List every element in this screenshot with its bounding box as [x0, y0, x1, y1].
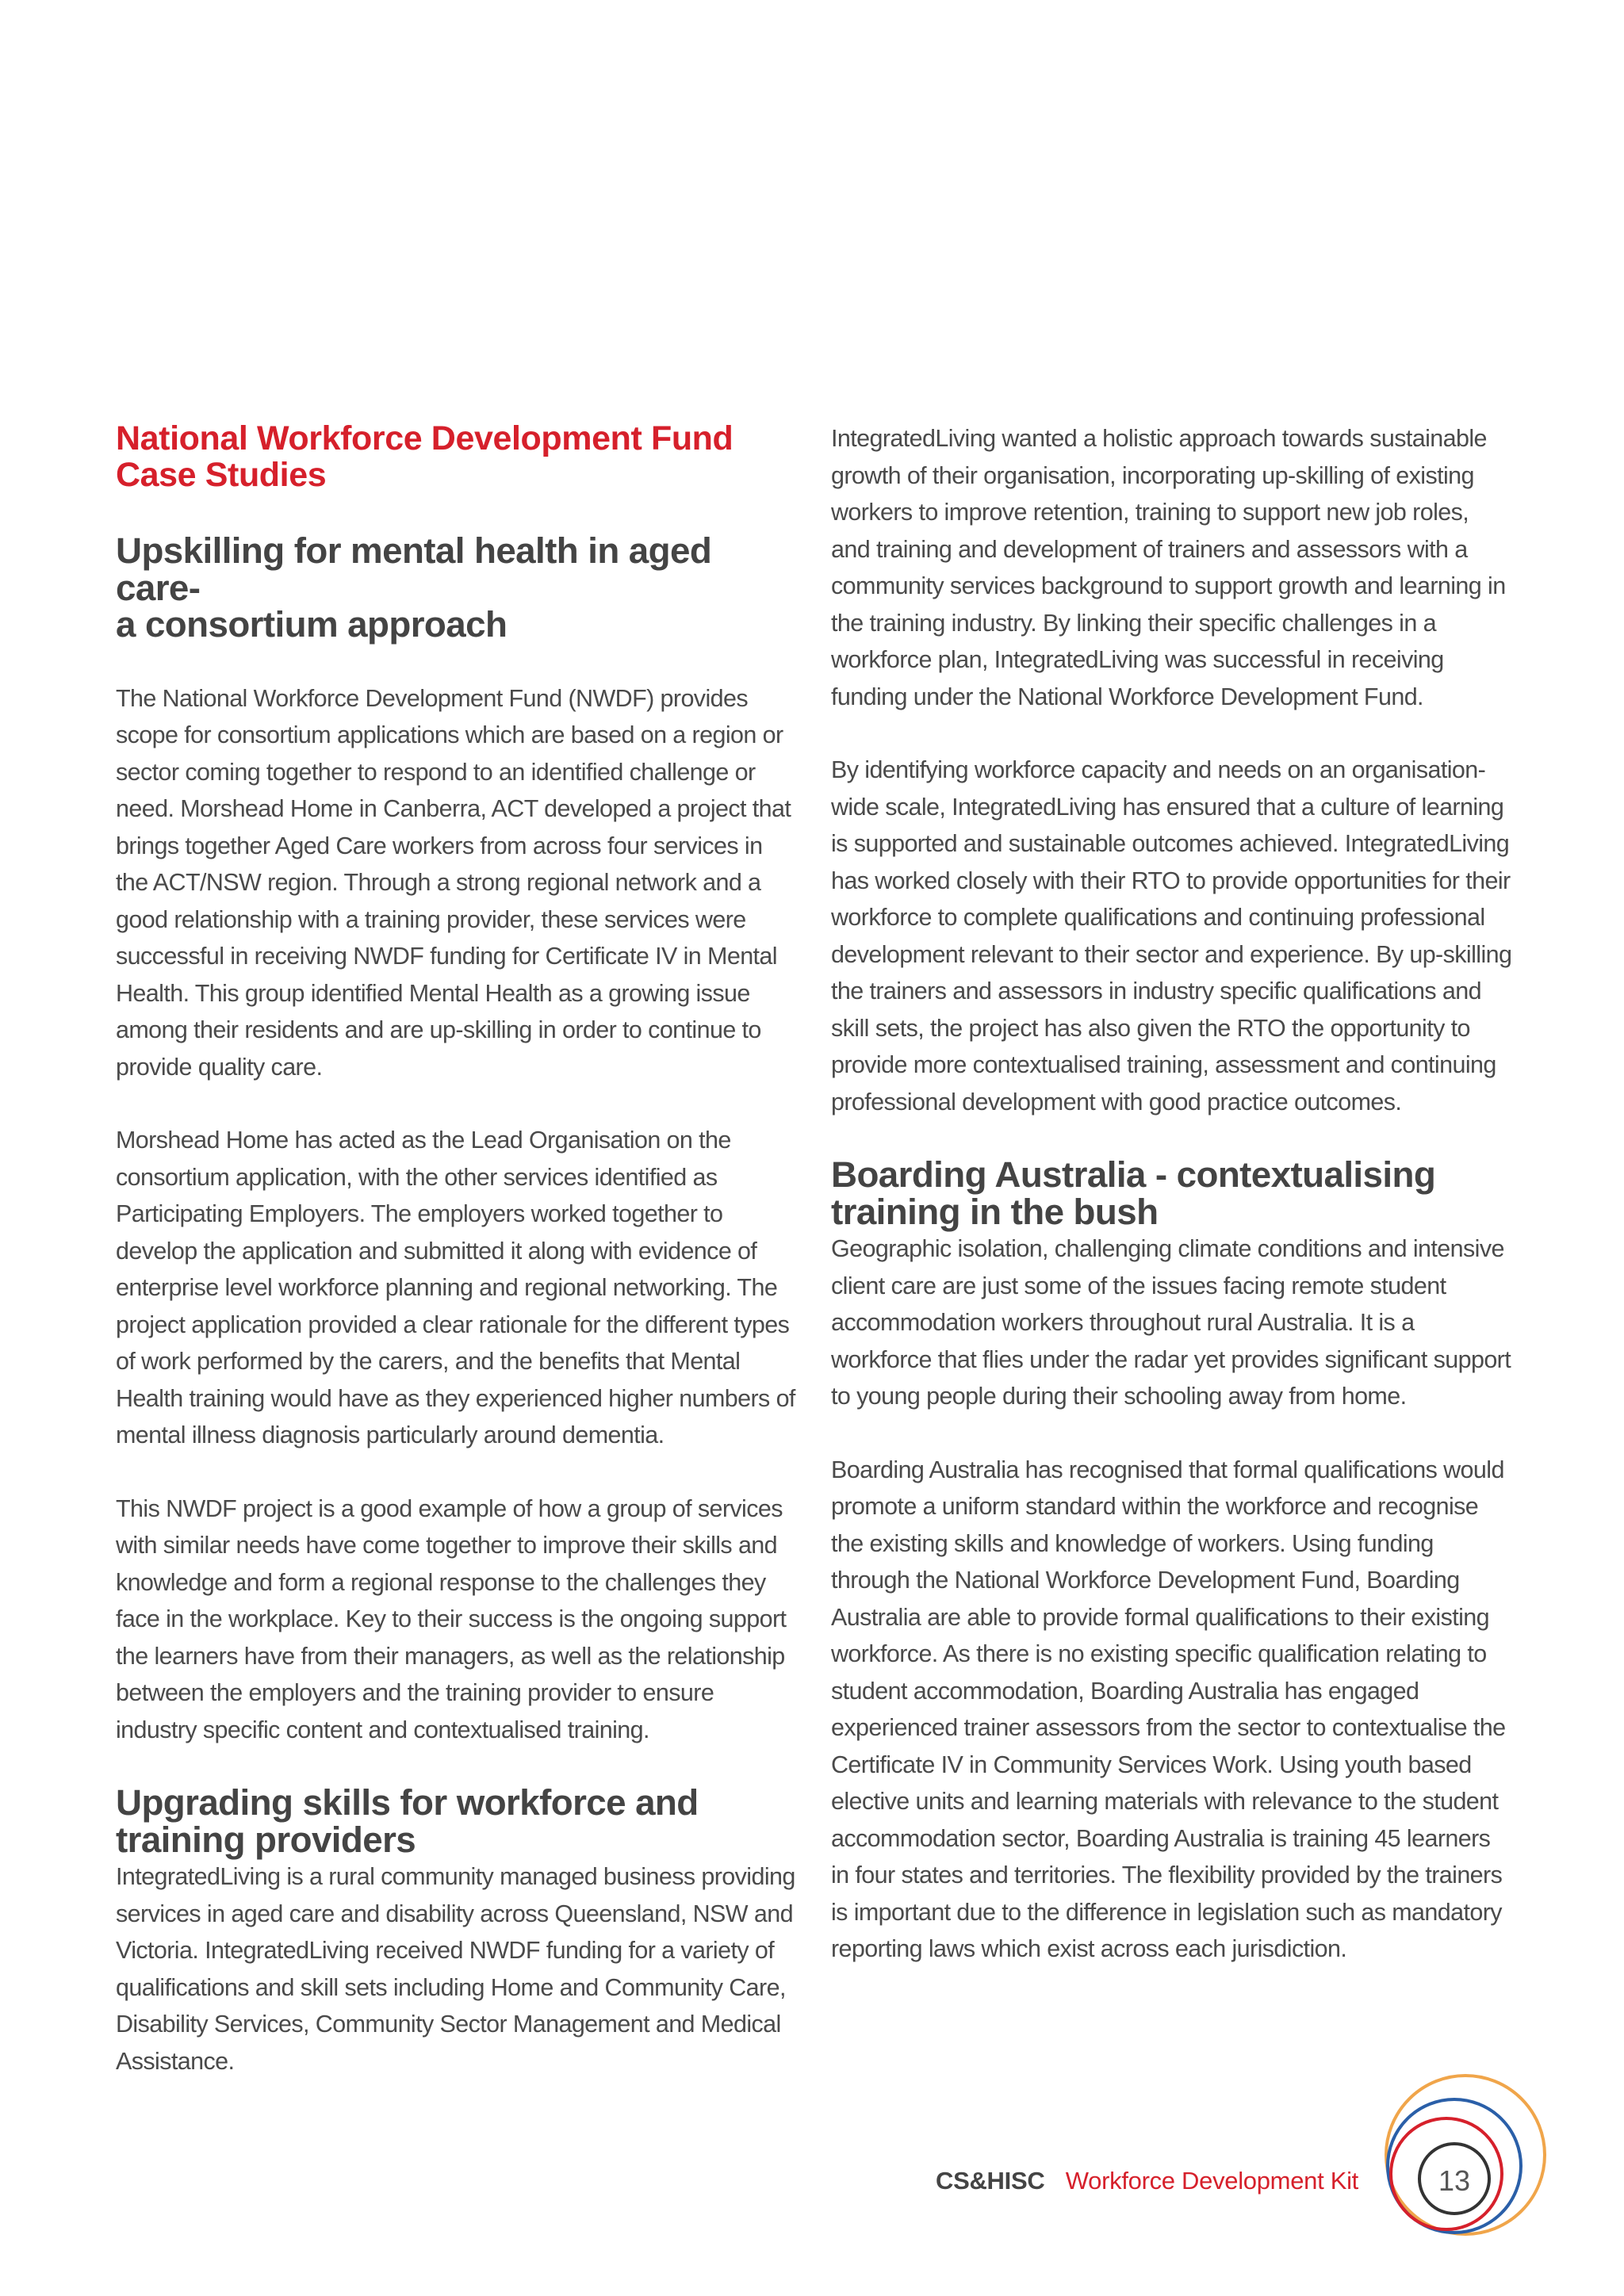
page-title-line1: National Workforce Development Fund	[116, 419, 733, 457]
section-heading-boarding-australia: Boarding Australia - contextualising training in the bush	[831, 1154, 1436, 1232]
page-number: 13	[1438, 2164, 1471, 2197]
paragraph: Geographic isolation, challenging climate conditions and intensive client care are just some of the issues facing remote student accommodation workers throughout rural Australia. It is a workforce that flies under the radar yet provides significant support to young people during their schooling away from home.	[831, 1235, 1511, 1410]
footer-brand: CS&HISC	[936, 2167, 1045, 2195]
paragraph: IntegratedLiving is a rural community managed business providing services in aged care and disability across Queensland, NSW and Victoria. IntegratedLiving received NWDF funding for a variety of qualifications and skill sets including Home and Community Care, Disability Services, Community Sector Management and Medical Assistance.	[116, 1863, 795, 2075]
page-title-line2: Case Studies	[116, 456, 327, 494]
section-heading-upgrading-skills: Upgrading skills for workforce and training providers	[116, 1782, 699, 1860]
left-column	[116, 420, 798, 2080]
footer	[936, 2167, 1358, 2195]
section-heading-line2: a consortium approach	[116, 604, 508, 645]
paragraph: Morshead Home has acted as the Lead Organisation on the consortium application, with the other services identified as Participating Employers. The employers worked together to develop the application and submitted it along with evidence of enterprise level workforce planning and regional networking. The project application provided a clear rationale for the different types of work performed by the carers, and the benefits that Mental Health training would have as they experienced higher numbers of mental illness diagnosis particularly around dementia.	[116, 1127, 795, 1448]
paragraph: IntegratedLiving wanted a holistic approach towards sustainable growth of their organisation, incorporating up-skilling of existing workers to improve retention, training to support new job roles, and training and development of trainers and assessors with a community services background to support growth and learning in the training industry. By linking their specific challenges in a workforce plan, IntegratedLiving was successful in receiving funding under the National Workforce Development Fund.	[831, 425, 1506, 710]
section-heading-mental-health	[116, 530, 798, 645]
paragraph: This NWDF project is a good example of how a group of services with similar needs have come together to improve their skills and knowledge and form a regional response to the challenges they face in the workplace. Key to their success is the ongoing support the learners have from their managers, as well as the relationship between the employers and the training provider to ensure industry specific content and contextualised training.	[116, 1494, 787, 1743]
page-title	[116, 420, 798, 493]
section-heading-line1: Upskilling for mental health in aged care-	[116, 530, 712, 608]
right-column	[831, 420, 1513, 1968]
paragraph: By identifying workforce capacity and needs on an organisation-wide scale, IntegratedLiving has ensured that a culture of learning is supported and sustainable outcomes achieved. IntegratedLiving has worked closely with their RTO to provide opportunities for their workforce to complete qualifications and continuing professional development relevant to their sector and experience. By up-skilling the trainers and assessors in industry specific qualifications and skill sets, the project has also given the RTO the opportunity to provide more contextualised training, assessment and continuing professional development with good practice outcomes.	[831, 756, 1512, 1115]
paragraph: Boarding Australia has recognised that formal qualifications would promote a uniform standard within the workforce and recognise the existing skills and knowledge of workers. Using funding through the National Workforce Development Fund, Boarding Australia are able to provide formal qualifications to their existing workforce. As there is no existing specific qualification relating to student accommodation, Boarding Australia has engaged experienced trainer assessors from the sector to contextualise the Certificate IV in Community Services Work. Using youth based elective units and learning materials with relevance to the student accommodation sector, Boarding Australia is training 45 learners in four states and territories. The flexibility provided by the trainers is important due to the difference in legislation such as mandatory reporting laws which exist across each jurisdiction.	[831, 1456, 1506, 1962]
footer-kit-title: Workforce Development Kit	[1065, 2167, 1358, 2195]
paragraph: The National Workforce Development Fund (NWDF) provides scope for consortium applications which are based on a region or sector coming together to respond to an identified challenge or need. Morshead Home in Canberra, ACT developed a project that brings together Aged Care workers from across four services in the ACT/NSW region. Through a strong regional network and a good relationship with a training provider, these services were successful in receiving NWDF funding for Certificate IV in Mental Health. This group identified Mental Health as a growing issue among their residents and are up-skilling in order to continue to provide quality care.	[116, 684, 791, 1081]
concentric-rings-icon	[1378, 2068, 1553, 2242]
